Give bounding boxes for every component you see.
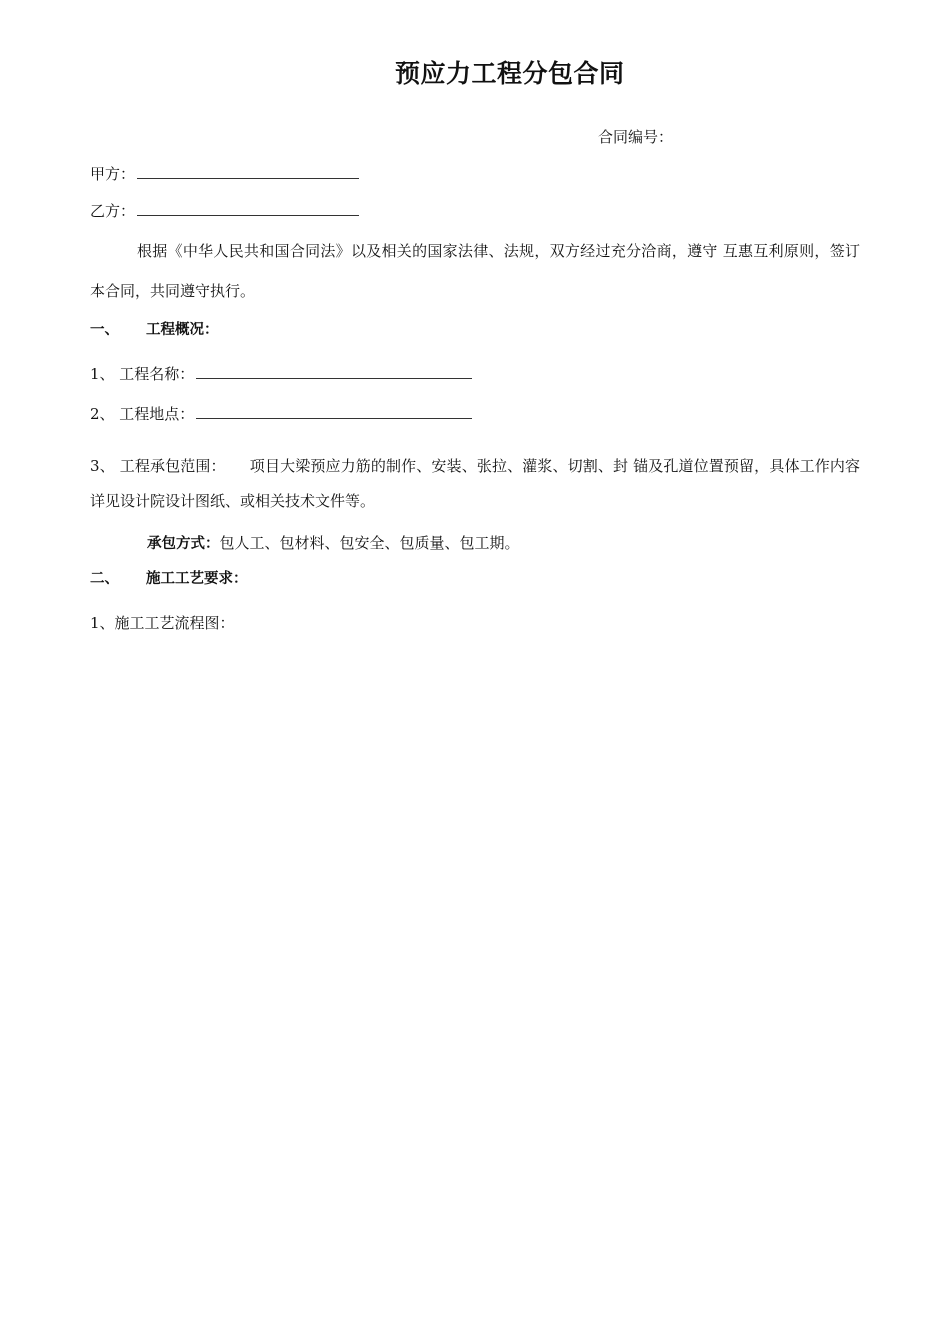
party-b-label: 乙方： — [90, 202, 136, 220]
party-a-blank — [137, 164, 359, 179]
party-a-label: 甲方： — [90, 165, 136, 183]
contract-mode-label: 承包方式： — [147, 536, 220, 552]
flowchart-label: 1、施工工艺流程图： — [90, 614, 235, 632]
project-location-blank — [196, 404, 472, 419]
project-name-label: 1、 工程名称： — [90, 365, 195, 383]
party-b-line — [90, 201, 359, 221]
project-name-blank — [196, 364, 472, 379]
section-number: 一、 — [90, 322, 119, 338]
contract-mode-line — [147, 533, 520, 554]
section-heading — [90, 320, 219, 340]
party-b-blank — [137, 201, 359, 216]
section-title: 施工工艺要求： — [146, 571, 248, 587]
party-a-line — [90, 164, 359, 184]
section-number: 二、 — [90, 571, 119, 587]
project-location-label: 2、 工程地点： — [90, 405, 195, 423]
section-heading — [90, 569, 248, 589]
document-title: 预应力工程分包合同 — [395, 59, 625, 88]
project-scope-label: 3、 工程承包范围： — [90, 457, 226, 475]
project-scope-paragraph — [90, 449, 860, 519]
project-location-line — [90, 404, 472, 424]
project-name-line — [90, 364, 472, 384]
project-scope-text: 项目大梁预应力筋的制作、安装、张拉、灌浆、切割、封 锚及孔道位置预留，具体工作内容详见设计院设计图纸、或相关技术文件等。 — [90, 457, 860, 510]
contract-number-label: 合同编号： — [598, 128, 674, 146]
contract-mode-text: 包人工、包材料、包安全、包质量、包工期。 — [219, 534, 520, 552]
intro-paragraph: 根据《中华人民共和国合同法》以及相关的国家法律、法规，双方经过充分洽商，遵守 互惠互利原则，签订本合同，共同遵守执行。 — [90, 242, 860, 300]
section-title: 工程概况： — [146, 322, 219, 338]
